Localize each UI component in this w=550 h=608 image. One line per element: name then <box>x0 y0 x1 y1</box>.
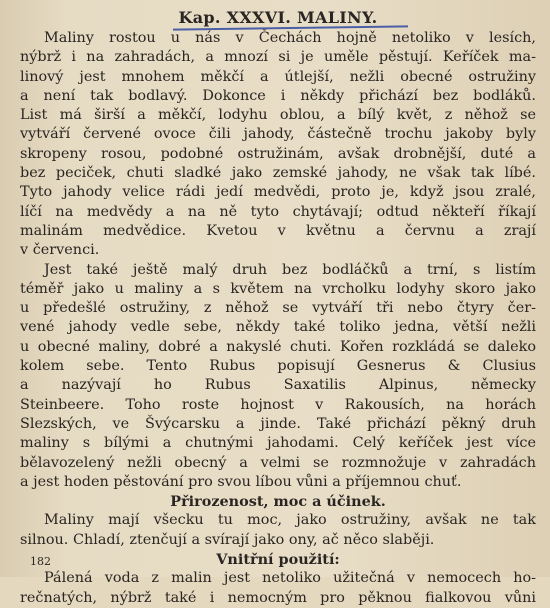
text-line: Maliny rostou u nás v Čechách hojně netoliko v lesích, <box>44 30 536 46</box>
text-line: Tyto jahody velice rádi jedí medvědi, proto je, když jsou zralé, <box>20 184 536 201</box>
text-line: Pálená voda z malin jest netoliko užitečná v nemocech ho- <box>44 570 536 587</box>
chapter-title-text: Kap. XXXVI. MALINY. <box>178 8 378 27</box>
text-line: bělavozelený nežli obecný a velmi se rozmnožuje v zahradách <box>20 454 536 471</box>
section-heading-properties: Přirozenost, moc a účinek. <box>170 493 386 511</box>
text-line: Jest také ještě malý druh bez bodláčků a trní, s listím <box>44 261 536 278</box>
section-heading-internal-use: Vnitřní použití: <box>216 551 340 569</box>
text-line: bez peciček, chuti sladké jako zemské jahody, ne však tak líbé. <box>20 165 536 182</box>
text-line: u předešlé ostružiny, z něhož se vytváří tři nebo čtyry čer- <box>20 300 536 317</box>
text-line: nýbrž i na zahradách, a mnozí si je uměle pěstují. Keříček ma- <box>20 49 536 66</box>
text-line: téměř jako u maliny a s květem na vrcholku lodyhy skoro jako <box>20 280 536 297</box>
text-line: Steinbeere. Toho roste hojnost v Rakousích, na horách <box>20 396 536 413</box>
text-line: a není tak bodlavý. Dokonce i někdy přichází bez bodláků. <box>20 87 536 104</box>
text-line: List má širší a měkčí, lodyhu oblou, a bílý květ, z něhož se <box>20 107 536 124</box>
text-line: linový jest mnohem měkčí a útlejší, nežli obecné ostružiny <box>20 68 536 85</box>
paragraph-description <box>20 29 536 261</box>
text-line: skropeny rosou, podobné ostružinám, avšak drobnější, duté a <box>20 145 536 162</box>
text-line: Maliny mají všecku tu moc, jako ostružiny, avšak ne tak <box>44 512 536 529</box>
text-line: u obecné maliny, dobré a nakyslé chuti. Kořen rozkládá se daleko <box>20 338 536 355</box>
text-line: líčí na medvědy a na ně tyto chytávají; odtud někteří říkají <box>20 203 536 220</box>
text-line: rečnatých, nýbrž také i nemocným pro pěknou fialkovou vůni <box>20 589 536 606</box>
text-line: Slezských, ve Švýcarsku a jinde. Také přichází pěkný druh <box>20 415 536 432</box>
text-line: malinám medvědice. Kvetou v květnu a červnu a zrají <box>20 222 536 239</box>
text-line: kolem sebe. Tento Rubus popisují Gesnerus & Clusius <box>20 358 536 375</box>
text-line: vené jahody vedle sebe, někdy také toliko jedna, větší nežli <box>20 319 536 336</box>
page-number: 182 <box>30 555 51 568</box>
text-line: vytváří červené ovoce čili jahody, částečně trochu jakoby byly <box>20 126 536 143</box>
text-line: a nazývají ho Rubus Saxatilis Alpinus, německy <box>20 377 536 394</box>
paragraph-properties <box>20 511 536 550</box>
paragraph-internal-use <box>20 569 536 608</box>
text-line: a jest hoden pěstování pro svou líbou vůni a příjemnou chuť. <box>20 473 462 490</box>
chapter-title <box>20 8 536 27</box>
text-line: silnou. Chladí, ztenčují a svírají jako ony, ač něco slaběji. <box>20 531 435 548</box>
text-line: v červenci. <box>20 242 100 259</box>
text-line: maliny s bílými a chutnými jahodami. Celý keříček jest více <box>20 435 536 452</box>
paragraph-varieties <box>20 261 536 493</box>
